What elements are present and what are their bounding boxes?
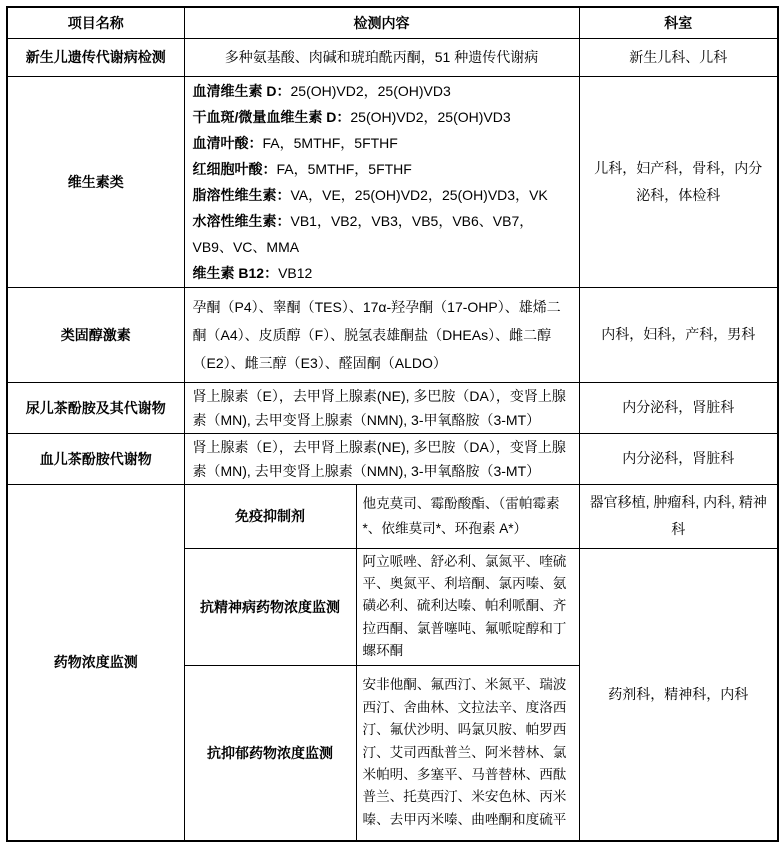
newborn-dept: 新生儿科、儿科 [579, 38, 778, 76]
table-row-newborn-screening [7, 38, 778, 76]
vitamin-line: 红细胞叶酸：FA，5MTHF，5FTHF [192, 160, 412, 177]
table-row-urine-catecholamines [7, 382, 778, 433]
urine-catecholamines-dept: 内分泌科，肾脏科 [579, 382, 778, 433]
blood-catecholamines-content: 肾上腺素（E），去甲肾上腺素(NE), 多巴胺（DA），变肾上腺素（MN), 去甲变肾上腺素（NMN), 3-甲氧酪胺（3-MT） [184, 433, 579, 484]
newborn-content: 多种氨基酸、肉碱和琥珀酰丙酮，51 种遗传代谢病 [184, 38, 579, 76]
header-project-name: 项目名称 [7, 7, 184, 38]
header-row [7, 7, 778, 38]
psychiatric-drugs-dept: 药剂科，精神科，内科 [579, 548, 778, 841]
antipsychotics-name: 抗精神病药物浓度监测 [184, 548, 356, 665]
antidepressants-name: 抗抑郁药物浓度监测 [184, 665, 356, 841]
immunosuppressants-content: 他克莫司、霉酚酸酯、（雷帕霉素*、依维莫司*、环孢素 A*） [356, 484, 579, 548]
table-row-immunosuppressants [7, 484, 778, 548]
drug-monitoring-name: 药物浓度监测 [7, 484, 184, 841]
header-test-content: 检测内容 [184, 7, 579, 38]
lab-test-table [6, 6, 779, 842]
steroids-content: 孕酮（P4）、睾酮（TES）、17α-羟孕酮（17-OHP）、雄烯二酮（A4）、皮质醇（F）、脱氢表雄酮盐（DHEAs）、雌二醇（E2）、雌三醇（E3）、醛固酮（ALDO） [184, 287, 579, 382]
blood-catecholamines-name: 血儿茶酚胺代谢物 [7, 433, 184, 484]
immunosuppressants-dept: 器官移植, 肿瘤科, 内科, 精神科 [579, 484, 778, 548]
steroids-name: 类固醇激素 [7, 287, 184, 382]
vitamin-line: 水溶性维生素：VB1，VB2，VB3，VB5，VB6、VB7，VB9、VC、MMA [192, 212, 534, 255]
table-row-steroids [7, 287, 778, 382]
blood-catecholamines-dept: 内分泌科，肾脏科 [579, 433, 778, 484]
vitamins-content [184, 76, 579, 287]
table-row-vitamins [7, 76, 778, 287]
antidepressants-content: 安非他酮、氟西汀、米氮平、瑞波西汀、舍曲林、文拉法辛、度洛西汀、氟伏沙明、吗氯贝胺、帕罗西汀、艾司西酞普兰、阿米替林、氯米帕明、多塞平、马普替林、西酞普兰、托莫西汀、米安色林、丙米嗪、去甲丙米嗪、曲唑酮和度硫平 [356, 665, 579, 841]
vitamin-line: 维生素 B12：VB12 [192, 264, 313, 281]
antipsychotics-content: 阿立哌唑、舒必利、氯氮平、喹硫平、奥氮平、利培酮、氯丙嗪、氨磺必利、硫利达嗪、帕利哌酮、齐拉西酮、氯普噻吨、氟哌啶醇和丁螺环酮 [356, 548, 579, 665]
header-department: 科室 [579, 7, 778, 38]
vitamin-line: 血清维生素 D：25(OH)VD2，25(OH)VD3 [192, 82, 451, 99]
vitamin-line: 血清叶酸：FA，5MTHF，5FTHF [192, 134, 398, 151]
urine-catecholamines-content: 肾上腺素（E），去甲肾上腺素(NE), 多巴胺（DA），变肾上腺素（MN), 去甲变肾上腺素（NMN), 3-甲氧酪胺（3-MT） [184, 382, 579, 433]
immunosuppressants-name: 免疫抑制剂 [184, 484, 356, 548]
vitamin-line: 干血斑/微量血维生素 D：25(OH)VD2，25(OH)VD3 [192, 108, 511, 125]
urine-catecholamines-name: 尿儿茶酚胺及其代谢物 [7, 382, 184, 433]
vitamin-line: 脂溶性维生素：VA，VE，25(OH)VD2，25(OH)VD3，VK [192, 186, 548, 203]
vitamins-name: 维生素类 [7, 76, 184, 287]
table-row-blood-catecholamines [7, 433, 778, 484]
vitamins-dept: 儿科，妇产科，骨科，内分泌科，体检科 [579, 76, 778, 287]
newborn-name: 新生儿遗传代谢病检测 [7, 38, 184, 76]
steroids-dept: 内科，妇科，产科，男科 [579, 287, 778, 382]
